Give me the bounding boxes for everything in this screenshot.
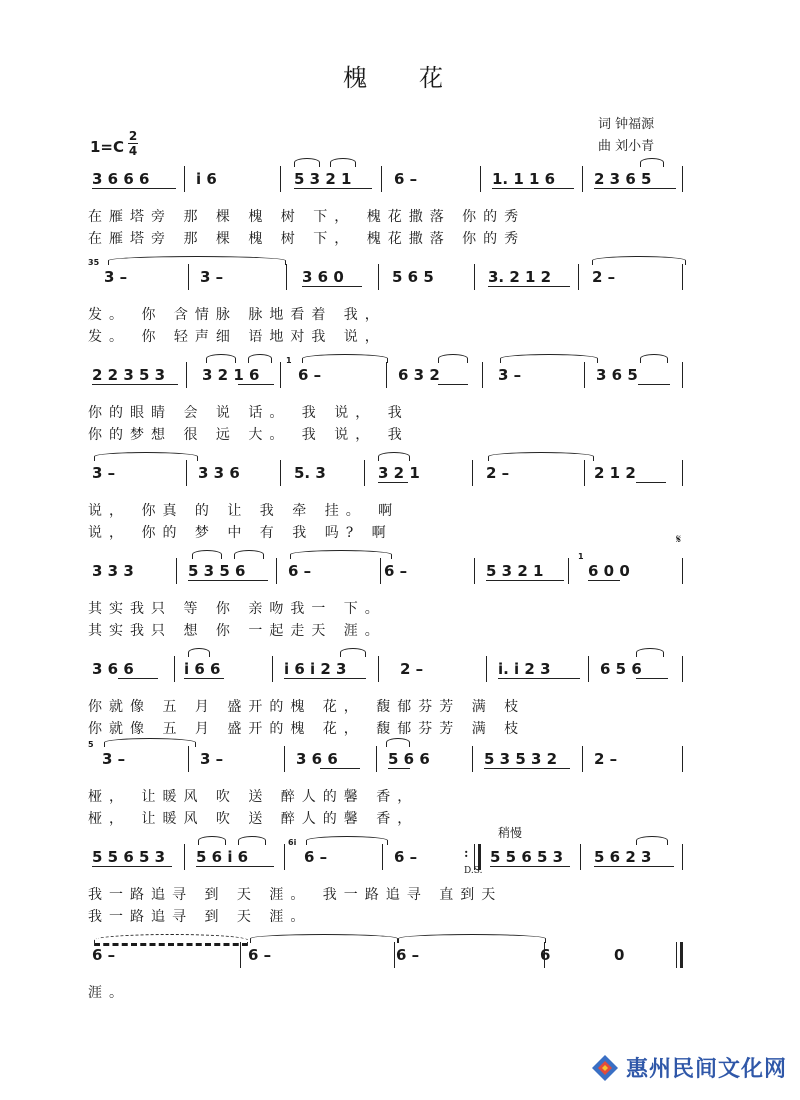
composer: 曲 刘小青 [598,139,655,154]
key-signature: 1=C [90,138,125,156]
time-signature [128,130,138,157]
watermark-text: 惠州民间文化网 [626,1057,788,1082]
measure: 1. 1 1 6 [492,170,556,188]
note-row [88,458,688,484]
measure: 6 – [384,562,408,580]
measure: i 6 [196,170,217,188]
measure: 3 – [92,464,116,482]
measure: 2 – [592,268,616,286]
logo-icon [590,1053,620,1083]
ds-mark: D.S. [464,866,483,876]
lyric-line-2: 你就像 五 月 盛开的槐 花， 馥郁芬芳 满 枝 [88,721,526,737]
score-system-1 [88,164,688,256]
measure: 5 6 5 [392,268,434,286]
lyricist: 词 钟福源 [598,117,655,132]
measure: 5 6 2 3 [594,848,652,866]
measure: 3 6 6 [296,750,338,768]
measure: 3 – [102,750,126,768]
measure: 5 3 2 1 [294,170,352,188]
measure: 6 – [298,366,322,384]
note-row: 5 5 6 5 3 5 6 i 6 6i 6 – 6 – : D.S. 5 5 6 5 3 5 6 2 3 [88,842,688,868]
score-system-4 [88,458,688,550]
measure: 5 3 5 6 [188,562,246,580]
measure: 3 3 3 [92,562,134,580]
measure: 5. 3 [294,464,326,482]
measure: i 6 i 2 3 [284,660,347,678]
measure: 6 – [394,848,418,866]
measure: 3 6 6 [92,660,134,678]
score-system-9 [88,940,688,1032]
lyric-line-1: 涯。 [88,985,130,1001]
measure: 6 5 6 [600,660,642,678]
note-row: 5 3 – 3 – 3 6 6 5 6 6 5 3 5 3 2 2 – [88,744,688,770]
note-row [88,164,688,190]
lyric-line-2: 说， 你的 梦 中 有 我 吗? 啊 [88,525,393,541]
note-row [88,940,688,966]
measure: 6 – [396,946,420,964]
lyric-line-2: 我一路追寻 到 天 涯。 [88,909,312,925]
measure: 2 – [400,660,424,678]
score-system-2 [88,258,688,354]
measure: 6 – [394,170,418,188]
score-system-6 [88,654,688,746]
score-system-7 [88,740,688,836]
measure: 5 5 6 5 3 [490,848,564,866]
lyric-line-2: 桠， 让暖风 吹 送 醉人的馨 香， [88,811,419,827]
measure: 3 – [104,268,128,286]
measure: 6 – [304,848,328,866]
measure: 2 2 3 5 3 [92,366,166,384]
lyric-line-1: 在雁塔旁 那 棵 槐 树 下， 槐花撒落 你的秀 [88,209,526,225]
note-row: 2 2 3 5 3 3 2 1 6 1 6 – 6 3 2 3 – 3 6 5 [88,360,688,386]
measure: 6 – [288,562,312,580]
measure: 5 3 5 3 2 [484,750,558,768]
measure: 3 2 1 6 [202,366,260,384]
measure: 6 – [248,946,272,964]
score-system-8 [88,826,688,934]
measure: 6 3 2 [398,366,440,384]
measure: 5 5 6 5 3 [92,848,166,866]
time-bottom: 4 [128,144,138,158]
measure: 3. 2 1 2 [488,268,552,286]
tempo-mark: 稍慢 [498,826,523,840]
note-row: 3 3 3 5 3 5 6 6 – 6 – 5 3 2 1 1 6 0 0 𝄋 [88,556,688,582]
measure: 2 – [486,464,510,482]
measure: 3 6 5 [596,366,638,384]
measure: 6 – [92,946,116,964]
lyric-line-1: 说， 你真 的 让 我 牵 挂。 啊 [88,503,400,519]
lyric-line-1: 桠， 让暖风 吹 送 醉人的馨 香， [88,789,419,805]
measure: 3 2 1 [378,464,420,482]
lyric-line-2: 其实我只 想 你 一起走天 涯。 [88,623,386,639]
measure: 3 – [498,366,522,384]
measure: 3 6 0 [302,268,344,286]
measure: i 6 6 [184,660,221,678]
note-row [88,654,688,680]
watermark-logo [590,1052,787,1083]
measure: 5 6 6 [388,750,430,768]
lyric-line-2: 发。 你 轻声细 语地对我 说， [88,329,386,345]
score-system-3 [88,356,688,452]
lyric-line-1: 发。 你 含情脉 脉地看着 我， [88,307,386,323]
time-top: 2 [128,129,138,143]
lyric-line-1: 你的眼睛 会 说 话。 我 说， 我 [88,405,409,421]
measure: 3 6 6 6 [92,170,150,188]
measure: 6 0 0 [588,562,630,580]
measure: 2 3 6 5 [594,170,652,188]
measure: 2 1 2 [594,464,636,482]
credits [598,114,654,158]
lyric-line-2: 你的梦想 很 远 大。 我 说， 我 [88,427,409,443]
note-row: 35 3 – 3 – 3 6 0 5 6 5 3. 2 1 2 2 – [88,262,688,288]
measure: 0 [614,946,625,964]
measure: i. i 2 3 [498,660,551,678]
song-title: 槐 花 [343,64,457,92]
measure: 3 – [200,268,224,286]
lyric-line-1: 你就像 五 月 盛开的槐 花， 馥郁芬芳 满 枝 [88,699,526,715]
measure: 3 – [200,750,224,768]
lyric-line-2: 在雁塔旁 那 棵 槐 树 下， 槐花撒落 你的秀 [88,231,526,247]
measure: 6 [540,946,551,964]
lyric-line-1: 我一路追寻 到 天 涯。 我一路追寻 直到天 [88,887,503,903]
lyric-line-1: 其实我只 等 你 亲吻我一 下。 [88,601,386,617]
segno-mark: 𝄋 [676,532,682,546]
measure: 3 3 6 [198,464,240,482]
measure: 2 – [594,750,618,768]
measure: 5 3 2 1 [486,562,544,580]
measure: 5 6 i 6 [196,848,249,866]
